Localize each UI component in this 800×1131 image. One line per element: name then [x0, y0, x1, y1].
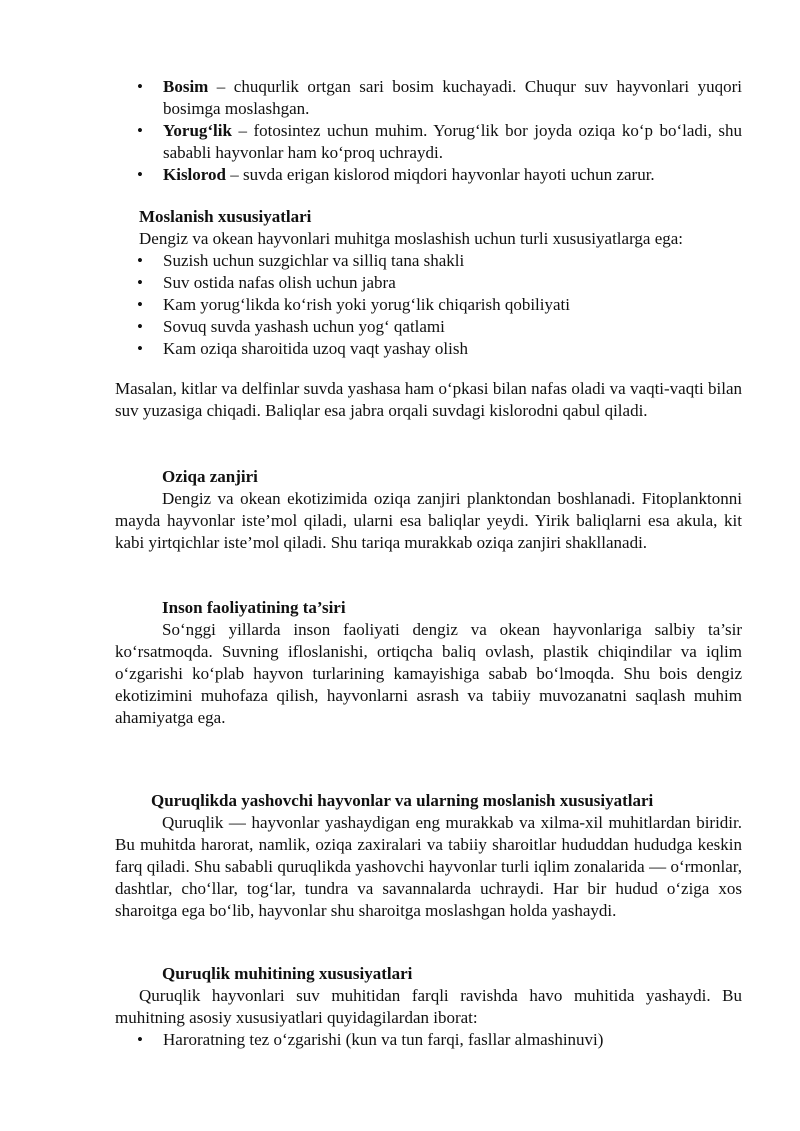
section-heading: Quruqlik muhitining xususiyatlari	[162, 964, 413, 983]
list-item: • Kam yorug‘likda ko‘rish yoki yorug‘lik chiqarish qobiliyati	[115, 294, 742, 316]
list-item: • Kam oziqa sharoitida uzoq vaqt yashay olish	[115, 338, 742, 360]
land-features-list	[115, 1029, 742, 1051]
list-item: • Suv ostida nafas olish uchun jabra	[115, 272, 742, 294]
list-item	[115, 164, 742, 186]
paragraph: Quruqlik hayvonlari suv muhitidan farqli ravishda havo muhitida yashaydi. Bu muhitning asosiy xususiyatlari quyidagilardan iborat:	[115, 986, 742, 1027]
term: Kislorod	[163, 165, 226, 184]
environment-factors-list	[115, 76, 742, 186]
section-heading: Moslanish xususiyatlari	[139, 207, 312, 226]
adaptation-list	[115, 250, 742, 360]
paragraph: Masalan, kitlar va delfinlar suvda yashasa ham o‘pkasi bilan nafas oladi va vaqti-vaqti bilan suv yuzasiga chiqadi. Baliqlar esa jabra orqali suvdagi kislorodni qabul qiladi.	[115, 379, 742, 420]
section-heading: Inson faoliyatining ta’siri	[162, 598, 346, 617]
land-environment-section	[115, 963, 742, 1051]
list-item: • Sovuq suvda yashash uchun yog‘ qatlami	[115, 316, 742, 338]
paragraph: Quruqlik — hayvonlar yashaydigan eng murakkab va xilma-xil muhitlardan biridir. Bu muhitda harorat, namlik, oziqa zaxiralari va tabiiy sharoitlar hududdan hududga keskin farq qiladi. Shu sababli quruqlikda yashovchi hayvonlar turli iqlim zonalarida — o‘rmonlar, dashtlar, cho‘llar, tog‘lar, tundra va savannalarda uchraydi. Har bir hudud o‘ziga xos sharoitga ega bo‘lib, hayvonlar shu sharoitga moslashgan holda yashaydi.	[115, 813, 742, 920]
paragraph: Dengiz va okean ekotizimida oziqa zanjiri planktondan boshlanadi. Fitoplanktonni mayda hayvonlar iste’mol qiladi, ularni esa baliqlar yeydi. Yirik baliqlarni esa akula, kit kabi yirtqichlar iste’mol qiladi. Shu tariqa murakkab oziqa zanjiri shakllanadi.	[115, 489, 742, 552]
adaptation-section	[115, 206, 742, 360]
definition: – chuqurlik ortgan sari bosim kuchayadi. Chuqur suv hayvonlari yuqori bosimga moslashgan.	[163, 77, 742, 118]
land-animals-section	[115, 790, 742, 922]
definition: – suvda erigan kislorod miqdori hayvonlar hayoti uchun zarur.	[225, 165, 655, 184]
paragraph: Dengiz va okean hayvonlari muhitga moslashish uchun turli xususiyatlarga ega:	[139, 229, 684, 248]
food-chain-section	[115, 466, 742, 554]
term: Bosim	[163, 77, 209, 96]
list-item: • Suzish uchun suzgichlar va silliq tana shakli	[115, 250, 742, 272]
list-item	[115, 120, 742, 164]
definition: – fotosintez uchun muhim. Yorug‘lik bor joyda oziqa ko‘p bo‘ladi, shu sababli hayvonlar ham ko‘proq uchraydi.	[163, 121, 742, 162]
list-item: • Haroratning tez o‘zgarishi (kun va tun farqi, fasllar almashinuvi)	[115, 1029, 742, 1051]
term: Yorug‘lik	[163, 121, 232, 140]
section-heading: Oziqa zanjiri	[162, 467, 258, 486]
section-title: Quruqlikda yashovchi hayvonlar va ularning moslanish xususiyatlari	[151, 791, 654, 810]
list-item	[115, 76, 742, 120]
paragraph: So‘nggi yillarda inson faoliyati dengiz va okean hayvonlariga salbiy ta’sir ko‘rsatmoqda. Suvning ifloslanishi, ortiqcha baliq ovlash, plastik chiqindilar va iqlim o‘zgarishi ko‘plab hayvon turlarining kamayishiga sabab bo‘lmoqda. Shu bois dengiz ekotizimini muhofaza qilish, hayvonlarni asrash va tabiiy muvozanatni saqlash muhim ahamiyatga ega.	[115, 620, 742, 727]
human-impact-section	[115, 597, 742, 729]
